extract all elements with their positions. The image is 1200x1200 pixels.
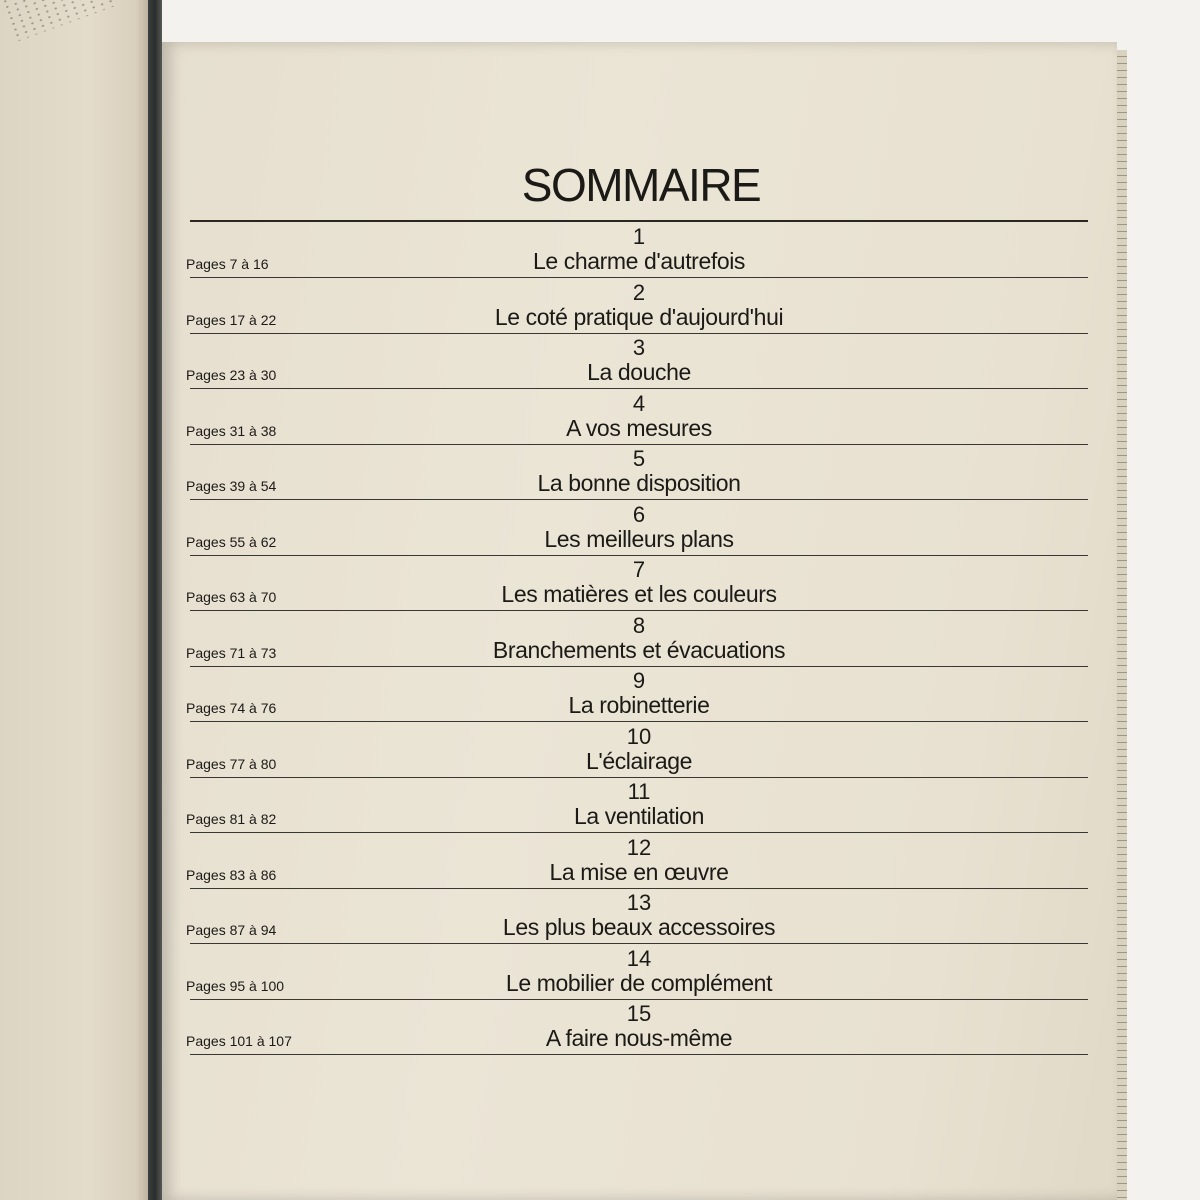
toc-entry	[0, 278, 1200, 334]
chapter-number: 9	[632, 668, 646, 693]
cover-texture	[0, 0, 119, 42]
toc-entry	[0, 722, 1200, 778]
chapter-pages: Pages 95 à 100	[186, 977, 285, 994]
page-title-wrap	[0, 158, 1200, 212]
chapter-number: 5	[632, 446, 646, 471]
chapter-pages: Pages 7 à 16	[186, 256, 269, 272]
chapter-pages: Pages 83 à 86	[186, 866, 277, 883]
chapter-number: 8	[632, 612, 646, 638]
chapter-pages: Pages 74 à 76	[186, 700, 277, 716]
chapter-pages: Pages 55 à 62	[186, 533, 277, 550]
chapter-number: 10	[626, 723, 652, 749]
toc-entry	[0, 999, 1200, 1055]
page-title: SOMMAIRE	[521, 159, 761, 211]
chapter-number: 12	[626, 834, 652, 860]
toc-entry	[0, 555, 1200, 611]
chapter-title: Branchements et évacuations	[492, 636, 786, 663]
chapter-title: La robinetterie	[568, 692, 710, 718]
chapter-title: L'éclairage	[585, 747, 693, 774]
chapter-title: Les meilleurs plans	[544, 525, 734, 552]
chapter-title: Les matières et les couleurs	[501, 581, 777, 607]
chapter-number: 7	[632, 557, 646, 582]
toc-entry	[0, 888, 1200, 944]
toc-entry	[0, 500, 1200, 556]
chapter-title: Les plus beaux accessoires	[502, 914, 776, 940]
toc-entry	[0, 777, 1200, 833]
entry-rule	[190, 1054, 1088, 1055]
chapter-title: Le charme d'autrefois	[532, 248, 746, 274]
chapter-number: 3	[632, 335, 646, 360]
toc-entry	[0, 333, 1200, 389]
chapter-pages: Pages 39 à 54	[186, 478, 277, 494]
chapter-title: La douche	[587, 359, 691, 385]
chapter-number: 4	[632, 390, 646, 416]
chapter-title: La mise en œuvre	[549, 858, 729, 885]
chapter-title: La bonne disposition	[537, 470, 741, 496]
chapter-title: A vos mesures	[566, 414, 712, 441]
chapter-number: 1	[632, 224, 646, 249]
chapter-title: A faire nous-même	[545, 1025, 733, 1051]
chapter-pages: Pages 101 à 107	[186, 1033, 292, 1049]
chapter-pages: Pages 31 à 38	[186, 422, 277, 439]
toc-entry	[0, 389, 1200, 445]
chapter-number: 11	[627, 779, 651, 804]
chapter-number: 14	[626, 945, 652, 971]
chapter-title: Le mobilier de complément	[505, 969, 773, 996]
toc-entry	[0, 944, 1200, 1000]
chapter-number: 15	[626, 1001, 652, 1026]
chapter-number: 13	[626, 890, 652, 915]
toc-entry	[0, 833, 1200, 889]
toc-entry	[0, 222, 1200, 278]
chapter-pages: Pages 77 à 80	[186, 755, 277, 772]
chapter-pages: Pages 23 à 30	[186, 367, 277, 383]
chapter-pages: Pages 71 à 73	[186, 644, 277, 661]
toc-entry	[0, 611, 1200, 667]
chapter-number: 6	[632, 501, 646, 527]
chapter-pages: Pages 17 à 22	[186, 311, 277, 328]
chapter-pages: Pages 87 à 94	[186, 922, 277, 938]
chapter-pages: Pages 63 à 70	[186, 589, 277, 605]
toc-entry	[0, 444, 1200, 500]
chapter-title: Le coté pratique d'aujourd'hui	[494, 303, 784, 330]
chapter-pages: Pages 81 à 82	[186, 811, 277, 827]
chapter-title: La ventilation	[574, 803, 704, 829]
toc-entry	[0, 666, 1200, 722]
chapter-number: 2	[632, 279, 646, 305]
